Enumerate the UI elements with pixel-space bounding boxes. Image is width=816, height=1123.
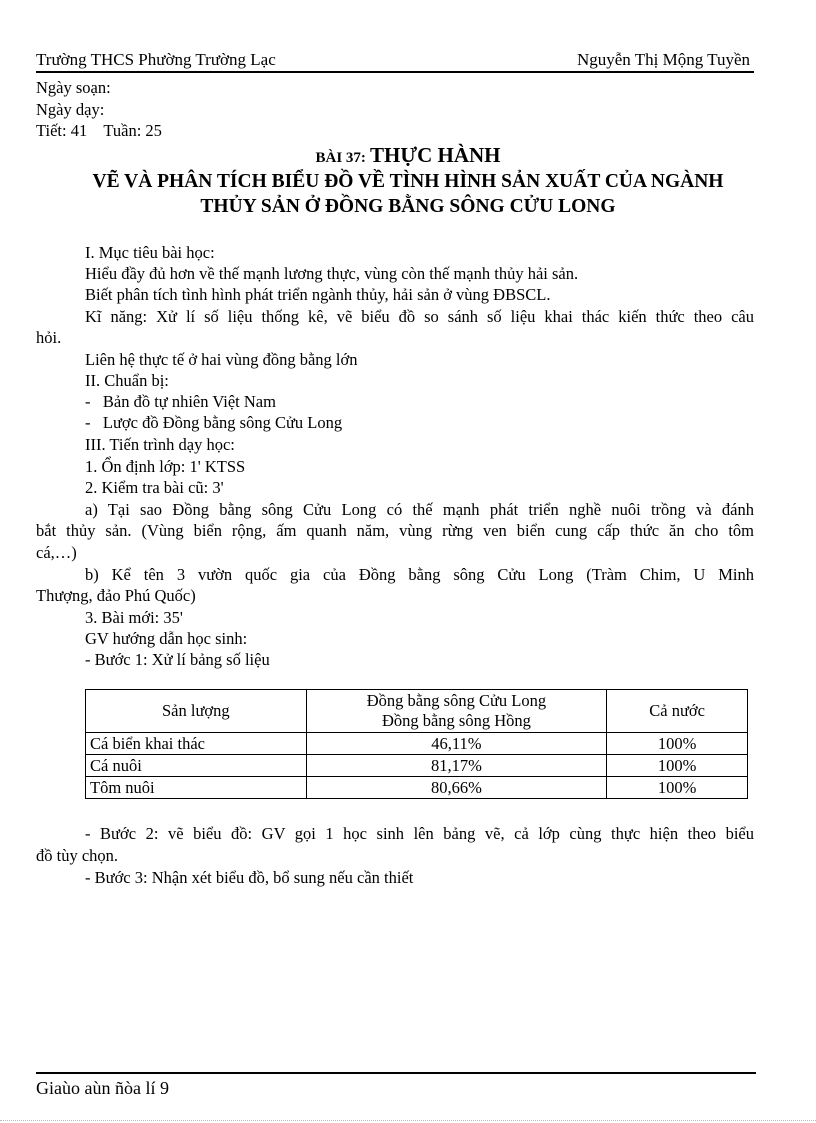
objective-3-line-1: Kĩ năng: Xử lí số liệu thống kê, vẽ biểu đồ so sánh số liệu khai thác kiến thức theo câu <box>85 307 754 326</box>
lesson-title <box>0 143 816 168</box>
production-table <box>85 689 748 799</box>
objectives-heading: I. Mục tiêu bài học: <box>85 243 215 262</box>
step-1: 1. Ổn định lớp: 1' KTSS <box>85 457 246 476</box>
header-red-river-delta: Đồng bằng sông Hồng <box>381 711 531 730</box>
question-a-line-2: bắt thủy sản. (Vùng biển rộng, ấm quanh năm, vùng rừng ven biển cung cấp thức ăn cho tôm <box>36 521 754 540</box>
page-bottom-edge <box>0 1120 816 1121</box>
school-name: Trường THCS Phường Trường Lạc <box>36 50 276 69</box>
question-a-line-1: a) Tại sao Đồng bằng sông Cửu Long có thế mạnh phát triển nghề nuôi trồng và đánh <box>85 500 754 519</box>
step-2: 2. Kiểm tra bài cũ: 3' <box>85 478 224 497</box>
lesson-number: BÀI 37: <box>315 150 366 166</box>
header-production: Sản lượng <box>86 690 307 733</box>
lesson-subtitle-line-1: VẼ VÀ PHÂN TÍCH BIỂU ĐỒ VỀ TÌNH HÌNH SẢN XUẤT CỦA NGÀNH <box>92 171 724 192</box>
prep-date: Ngày soạn: <box>36 78 111 97</box>
step-b2-line-2: đồ tùy chọn. <box>36 846 119 865</box>
row-country-value: 100% <box>607 755 748 777</box>
lesson-subtitle-line-2: THỦY SẢN Ở ĐỒNG BẰNG SÔNG CỬU LONG <box>200 196 616 217</box>
objective-2: Biết phân tích tình hình phát triển ngành thủy, hải sản ở vùng ĐBSCL. <box>85 285 551 304</box>
period-week: Tiết: 41 Tuần: 25 <box>36 121 162 140</box>
prep-heading: II. Chuẩn bị: <box>85 371 169 390</box>
row-label: Cá nuôi <box>86 755 307 777</box>
page-footer: Giaùo aùn ñòa lí 9 <box>36 1078 169 1098</box>
step-b2-line-1: - Bước 2: vẽ biểu đồ: GV gọi 1 học sinh lên bảng vẽ, cả lớp cùng thực hiện theo biểu <box>85 824 754 843</box>
footer-divider <box>36 1072 756 1074</box>
question-b-line-1: b) Kể tên 3 vườn quốc gia của Đồng bằng sông Cửu Long (Tràm Chim, U Minh <box>85 565 754 584</box>
row-label: Cá biển khai thác <box>86 733 307 755</box>
prep-item-1: - Bản đồ tự nhiên Việt Nam <box>85 392 276 411</box>
page-header <box>36 50 754 73</box>
header-mekong-delta: Đồng bằng sông Cửu Long <box>366 691 547 710</box>
header-regions <box>306 690 607 733</box>
step-b3: - Bước 3: Nhận xét biểu đồ, bổ sung nếu cần thiết <box>85 868 414 887</box>
question-b-line-2: Thượng, đảo Phú Quốc) <box>36 586 196 605</box>
row-value: 80,66% <box>306 777 607 799</box>
table-row <box>86 755 748 777</box>
objective-1: Hiểu đầy đủ hơn về thế mạnh lương thực, vùng còn thế mạnh thủy hải sản. <box>85 264 579 283</box>
objective-3-line-2: hỏi. <box>36 328 62 347</box>
table-header-row <box>86 690 748 733</box>
teacher-guide: GV hướng dẫn học sinh: <box>85 629 248 648</box>
question-a-line-3: cá,…) <box>36 543 77 562</box>
step-b1: - Bước 1: Xử lí bảng số liệu <box>85 650 270 669</box>
teach-date: Ngày dạy: <box>36 100 105 119</box>
process-heading: III. Tiến trình dạy học: <box>85 435 235 454</box>
row-country-value: 100% <box>607 777 748 799</box>
row-label: Tôm nuôi <box>86 777 307 799</box>
teacher-name: Nguyễn Thị Mộng Tuyền <box>576 50 750 69</box>
step-3: 3. Bài mới: 35' <box>85 608 183 627</box>
lesson-name: THỰC HÀNH <box>370 143 501 167</box>
table-row <box>86 733 748 755</box>
row-country-value: 100% <box>607 733 748 755</box>
header-whole-country: Cả nước <box>607 690 748 733</box>
prep-item-2: - Lược đồ Đồng bằng sông Cửu Long <box>85 413 343 432</box>
row-value: 81,17% <box>306 755 607 777</box>
objective-4: Liên hệ thực tế ở hai vùng đồng bằng lớn <box>85 350 358 369</box>
table-row <box>86 777 748 799</box>
row-value: 46,11% <box>306 733 607 755</box>
